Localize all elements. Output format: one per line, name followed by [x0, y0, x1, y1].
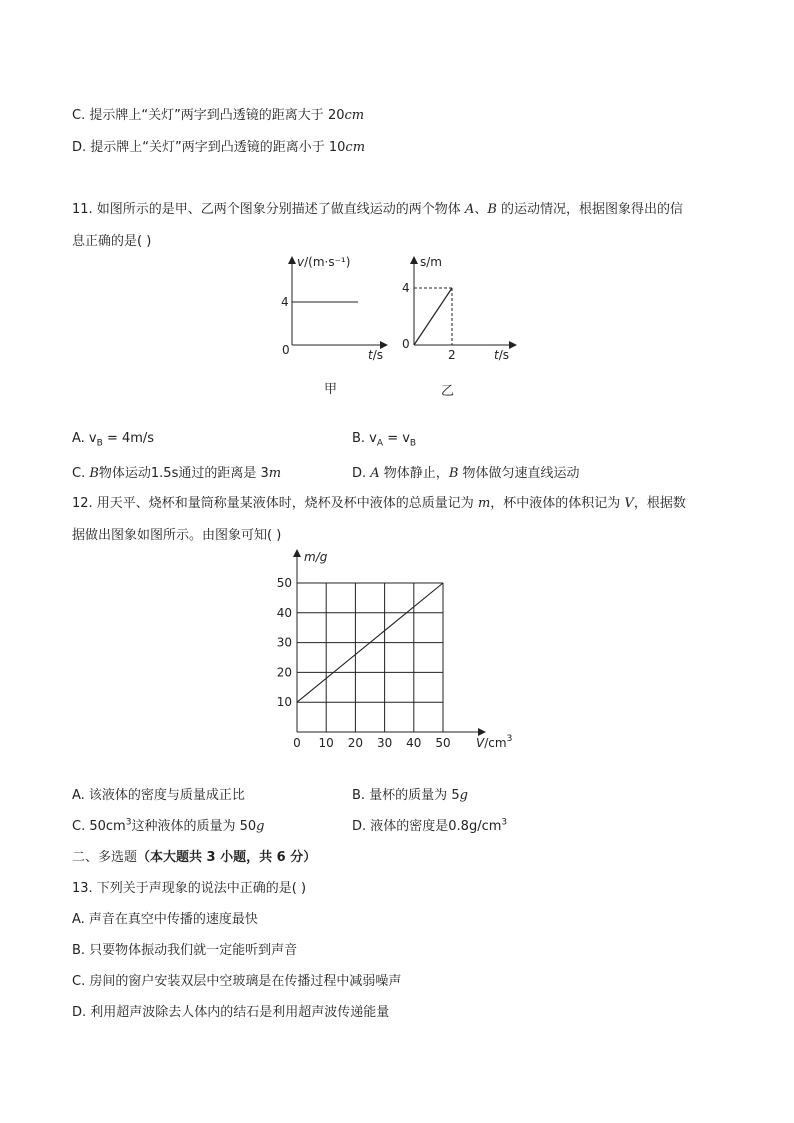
jia-caption: 甲 [324, 382, 338, 397]
q12-mass-volume-chart [270, 545, 530, 760]
jia-y-label: v/(m·s⁻¹) [297, 255, 351, 269]
q12-x-tick-label: 50 [435, 736, 451, 750]
q12-option-c: C. $50cm^3$这种液体的质量为 50g [72, 817, 265, 834]
jia-origin: 0 [282, 343, 290, 357]
q12-x-tick-label: 30 [376, 736, 393, 750]
q12-option-a: A. 该液体的密度与质量成正比 [72, 788, 245, 803]
q12-x-tick-label: 40 [406, 736, 422, 750]
q12-x-label: $V/cm^3$ [476, 734, 513, 750]
q10-option-d: D. 提示牌上“关灯”两字到凸透镜的距离小于 10cm [72, 140, 366, 155]
q11-stem-line2: 息正确的是( ) [72, 234, 152, 249]
section-multi-choice-heading: 二、多选题（本大题共 3 小题，共 6 分） [72, 850, 317, 865]
q11-option-d: D. A 物体静止，B 物体做匀速直线运动 [352, 466, 580, 481]
q11-graph-jia [270, 250, 400, 400]
q12-y-tick-label: 40 [276, 605, 292, 620]
q12-option-d: D. 液体的密度是$0.8g/cm^3$ [352, 817, 508, 834]
q12-y-tick-label: 10 [276, 695, 292, 710]
q11-option-a: A. $v_B = 4m/s$ [72, 431, 155, 449]
jia-y-tick: 4 [281, 295, 289, 309]
jia-x-label: t/s [368, 348, 384, 362]
q12-x-tick-label: 10 [318, 736, 334, 750]
q12-stem-line1: 12. 用天平、烧杯和量筒称量某液体时，烧杯及杯中液体的总质量记为 m，杯中液体的体积记为 V，根据数 [72, 496, 686, 511]
yi-displacement-line [414, 288, 452, 345]
yi-x-tick: 2 [448, 348, 456, 362]
q11-option-b: B. $v_A = v_B$ [352, 431, 417, 449]
q13-option-b: B. 只要物体振动我们就一定能听到声音 [72, 943, 298, 958]
yi-x-label: t/s [494, 348, 510, 362]
q12-x-tick-label: 0 [293, 736, 301, 750]
q11-graph-yi [395, 250, 525, 400]
q12-y-label: m/g [304, 550, 328, 564]
yi-caption: 乙 [441, 384, 455, 399]
q12-x-tick-label: 20 [347, 736, 364, 750]
q13-option-c: C. 房间的窗户安装双层中空玻璃是在传播过程中减弱噪声 [72, 974, 402, 989]
q11-option-c: C. B物体运动1.5s通过的距离是 3m [72, 466, 282, 481]
q10-option-c: C. 提示牌上“关灯”两字到凸透镜的距离大于 20cm [72, 108, 365, 123]
yi-origin: 0 [402, 337, 410, 351]
q12-option-b: B. 量杯的质量为 5g [352, 788, 468, 803]
q12-y-tick-label: 50 [276, 576, 292, 590]
q12-y-tick-label: 30 [276, 635, 292, 650]
q13-option-d: D. 利用超声波除去人体内的结石是利用超声波传递能量 [72, 1005, 390, 1020]
q13-stem: 13. 下列关于声现象的说法中正确的是( ) [72, 881, 307, 896]
q12-stem-line2: 据做出图象如图所示。由图象可知( ) [72, 528, 282, 543]
yi-y-tick: 4 [402, 281, 410, 295]
yi-y-label: s/m [420, 255, 442, 269]
q13-option-a: A. 声音在真空中传播的速度最快 [72, 912, 258, 927]
q12-y-tick-label: 20 [276, 665, 292, 680]
q11-stem-line1: 11. 如图所示的是甲、乙两个图象分别描述了做直线运动的两个物体 A、B 的运动情况，根据图象得出的信 [72, 202, 684, 217]
